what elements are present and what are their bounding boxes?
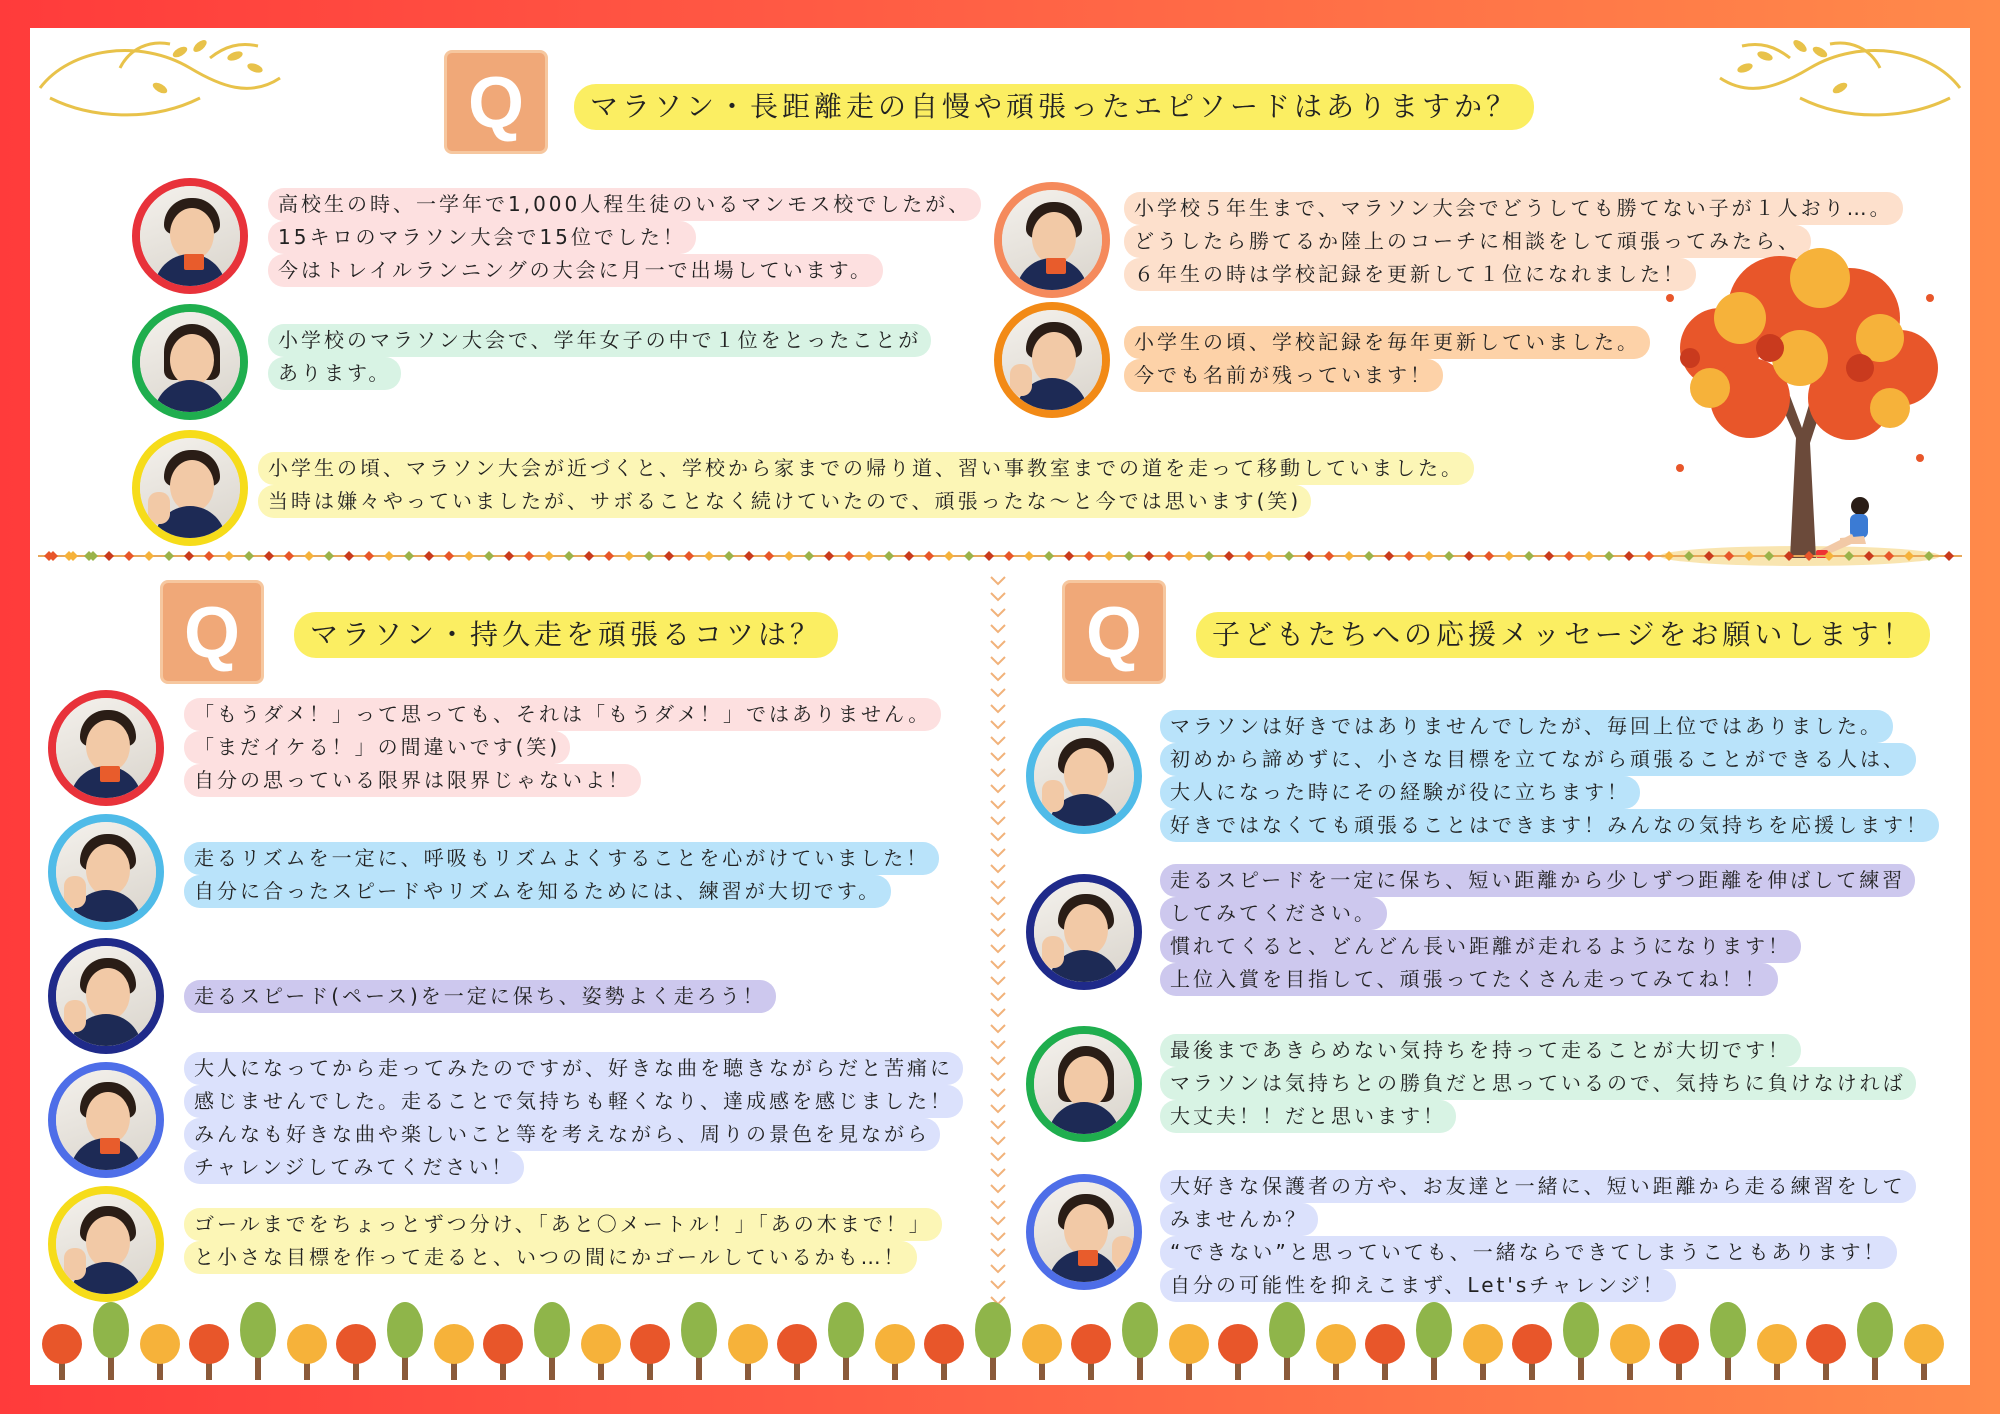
leaf-mark <box>1864 551 1874 561</box>
chevron-mark <box>991 1041 1005 1048</box>
chevron-mark <box>991 1217 1005 1224</box>
avatar-left-3 <box>48 938 164 1054</box>
leaf-mark <box>404 551 414 561</box>
chevron-mark <box>991 929 1005 936</box>
leaf-mark <box>1024 551 1034 561</box>
top-answer-4: 小学校５年生まで、マラソン大会でどうしても勝てない子が１人おり…。 どうしたら勝てるか陸上のコーチに相談をして頑張ってみたら、 ６年生の時は学校記録を更新して１位になれました！ <box>1124 192 1903 291</box>
leaf-mark <box>624 551 634 561</box>
chevron-mark <box>991 1137 1005 1144</box>
left-question-title: マラソン・持久走を頑張るコツは？ <box>294 612 838 658</box>
leaf-mark <box>1144 551 1154 561</box>
border-tree <box>1757 1324 1797 1380</box>
leaf-mark <box>324 551 334 561</box>
leaf-mark <box>1724 551 1734 561</box>
chevron-mark <box>991 753 1005 760</box>
border-tree <box>924 1324 964 1380</box>
flourish-left-ornament <box>30 28 290 138</box>
leaf-mark <box>564 551 574 561</box>
left-answer-5: ゴールまでをちょっとずつ分け、「あと〇メートル！」「あの木まで！」 と小さな目標を作って走ると、いつの間にかゴールしているかも…！ <box>184 1208 942 1274</box>
leaf-mark <box>604 551 614 561</box>
leaf-mark <box>1784 551 1794 561</box>
leaf-mark <box>1584 551 1594 561</box>
leaf-mark <box>184 551 194 561</box>
avatar-left-1 <box>48 690 164 806</box>
chevron-mark <box>991 657 1005 664</box>
leaf-mark <box>1384 551 1394 561</box>
leaf-mark <box>1284 551 1294 561</box>
chevron-mark <box>991 1169 1005 1176</box>
border-tree <box>140 1324 180 1380</box>
leaf-mark <box>1344 551 1354 561</box>
flourish-right-ornament <box>1710 28 1970 138</box>
svg-text:Q: Q <box>467 63 525 143</box>
chevron-mark <box>991 961 1005 968</box>
top-answer-5: 小学生の頃、学校記録を毎年更新していました。 今でも名前が残っています！ <box>1124 326 1650 392</box>
right-answer-3: 最後まであきらめない気持ちを持って走ることが大切です！ マラソンは気持ちとの勝負だと思っているので、気持ちに負けなければ 大丈夫！！だと思います！ <box>1160 1034 1916 1133</box>
left-answer-3: 走るスピード(ペース)を一定に保ち、姿勢よく走ろう！ <box>184 980 776 1013</box>
chevron-mark <box>991 609 1005 616</box>
leaf-mark <box>284 551 294 561</box>
leaf-mark <box>1844 551 1854 561</box>
border-tree <box>1512 1324 1552 1380</box>
leaf-mark <box>204 551 214 561</box>
chevron-mark <box>991 1265 1005 1272</box>
leaf-mark <box>1564 551 1574 561</box>
right-answer-1: マラソンは好きではありませんでしたが、毎回上位ではありました。 初めから諦めずに、小さな目標を立てながら頑張ることができる人は、 大人になった時にその経験が役に立ちます！ 好きではなくても頑張ることはできます！みんなの気持ちを応援します！ <box>1160 710 1939 842</box>
chevron-mark <box>991 881 1005 888</box>
chevron-mark <box>991 769 1005 776</box>
leaf-mark <box>1904 551 1914 561</box>
border-tree <box>1071 1324 1111 1380</box>
tree-border-bottom <box>30 1300 1970 1384</box>
leaf-mark <box>724 551 734 561</box>
chevron-mark <box>991 705 1005 712</box>
leaf-mark <box>364 551 374 561</box>
leaf-mark <box>1604 551 1614 561</box>
leaf-mark <box>144 551 154 561</box>
right-answer-4: 大好きな保護者の方や、お友達と一緒に、短い距離から走る練習をして みませんか？ “できない”と思っていても、一緒ならできてしまうこともあります！ 自分の可能性を抑えこまず、Let'sチャレンジ！ <box>1160 1170 1916 1302</box>
chevron-mark <box>991 1249 1005 1256</box>
leaf-mark <box>664 551 674 561</box>
avatar-staff-1 <box>132 178 248 294</box>
leaf-mark <box>1924 551 1934 561</box>
border-tree <box>1269 1302 1305 1380</box>
chevron-mark <box>991 801 1005 808</box>
top-answer-3: 小学生の頃、マラソン大会が近づくと、学校から家までの帰り道、習い事教室までの道を走って移動していました。 当時は嫌々やっていましたが、サボることなく続けていたので、頑張ったな〜と今では思います(笑) <box>258 452 1474 518</box>
border-tree <box>1659 1324 1699 1380</box>
right-question-title: 子どもたちへの応援メッセージをお願いします！ <box>1196 612 1930 658</box>
svg-text:Q: Q <box>1085 593 1143 673</box>
q-badge-right <box>1062 580 1166 684</box>
avatar-staff-2 <box>132 304 248 420</box>
leaf-mark <box>1364 551 1374 561</box>
chevron-divider-vertical <box>988 573 1008 1343</box>
border-tree <box>1710 1302 1746 1380</box>
leaf-mark <box>264 551 274 561</box>
leaf-mark <box>744 551 754 561</box>
chevron-mark <box>991 833 1005 840</box>
leaf-mark <box>384 551 394 561</box>
border-tree <box>681 1302 717 1380</box>
leaf-mark <box>244 551 254 561</box>
avatar-left-4 <box>48 1062 164 1178</box>
leaf-mark <box>1044 551 1054 561</box>
leaf-mark <box>1124 551 1134 561</box>
top-answer-2: 小学校のマラソン大会で、学年女子の中で１位をとったことが あります。 <box>268 324 931 390</box>
leaf-mark <box>944 551 954 561</box>
leaf-mark <box>1084 551 1094 561</box>
leaf-mark <box>784 551 794 561</box>
chevron-mark <box>991 689 1005 696</box>
border-tree <box>1563 1302 1599 1380</box>
leaf-mark <box>644 551 654 561</box>
border-tree <box>534 1302 570 1380</box>
leaf-mark <box>1664 551 1674 561</box>
border-tree <box>240 1302 276 1380</box>
chevron-mark <box>991 577 1005 584</box>
leaf-mark <box>964 551 974 561</box>
chevron-mark <box>991 1009 1005 1016</box>
leaf-mark <box>1264 551 1274 561</box>
chevron-mark <box>991 737 1005 744</box>
avatar-left-2 <box>48 814 164 930</box>
leaf-mark <box>1064 551 1074 561</box>
chevron-mark <box>991 945 1005 952</box>
avatar-left-5 <box>48 1186 164 1302</box>
leaf-mark <box>684 551 694 561</box>
chevron-mark <box>991 673 1005 680</box>
leaf-mark <box>1224 551 1234 561</box>
avatar-staff-5 <box>994 302 1110 418</box>
leaf-mark <box>1244 551 1254 561</box>
autumn-tree-illustration <box>1650 238 1950 568</box>
chevron-mark <box>991 849 1005 856</box>
leaf-mark <box>504 551 514 561</box>
leaf-mark <box>1644 551 1654 561</box>
svg-text:Q: Q <box>183 593 241 673</box>
chevron-mark <box>991 1105 1005 1112</box>
leaf-mark <box>1764 551 1774 561</box>
avatar-staff-3 <box>132 430 248 546</box>
leaf-mark <box>804 551 814 561</box>
chevron-mark <box>991 897 1005 904</box>
chevron-mark <box>991 1025 1005 1032</box>
chevron-mark <box>991 1121 1005 1128</box>
leaf-mark <box>1464 551 1474 561</box>
leaf-mark <box>1104 551 1114 561</box>
border-tree <box>387 1302 423 1380</box>
poster-paper <box>30 28 1970 1385</box>
chevron-mark <box>991 1089 1005 1096</box>
chevron-mark <box>991 625 1005 632</box>
border-tree <box>581 1324 621 1380</box>
top-answer-1: 高校生の時、一学年で1,000人程生徒のいるマンモス校でしたが、 15キロのマラソン大会で15位でした！ 今はトレイルランニングの大会に月一で出場しています。 <box>268 188 981 287</box>
chevron-mark <box>991 1073 1005 1080</box>
leaf-mark <box>304 551 314 561</box>
leaf-mark <box>1184 551 1194 561</box>
chevron-mark <box>991 977 1005 984</box>
leaf-mark <box>924 551 934 561</box>
leaf-mark <box>1944 551 1954 561</box>
leaf-mark <box>824 551 834 561</box>
border-tree <box>434 1324 474 1380</box>
leaf-mark <box>1404 551 1414 561</box>
border-tree <box>1416 1302 1452 1380</box>
border-tree <box>189 1324 229 1380</box>
avatar-right-3 <box>1026 1026 1142 1142</box>
border-tree <box>287 1324 327 1380</box>
chevron-mark <box>991 1281 1005 1288</box>
leaf-mark <box>464 551 474 561</box>
chevron-mark <box>991 721 1005 728</box>
border-tree <box>1610 1324 1650 1380</box>
border-tree <box>1218 1324 1258 1380</box>
right-answer-2: 走るスピードを一定に保ち、短い距離から少しずつ距離を伸ばして練習 してみてください。 慣れてくると、どんどん長い距離が走れるようになります！ 上位入賞を目指して、頑張ってたくさん走ってみてね！！ <box>1160 864 1915 996</box>
leaf-mark <box>1304 551 1314 561</box>
leaf-mark <box>1744 551 1754 561</box>
left-answer-1: 「もうダメ！」って思っても、それは「もうダメ！」ではありません。 「まだイケる！」の間違いです(笑) 自分の思っている限界は限界じゃないよ！ <box>184 698 941 797</box>
leaf-mark <box>1484 551 1494 561</box>
leaf-mark <box>1164 551 1174 561</box>
border-tree <box>1463 1324 1503 1380</box>
border-tree <box>630 1324 670 1380</box>
q-badge-left <box>160 580 264 684</box>
leaf-mark <box>904 551 914 561</box>
left-answer-2: 走るリズムを一定に、呼吸もリズムよくすることを心がけていました！ 自分に合ったスピードやリズムを知るためには、練習が大切です。 <box>184 842 939 908</box>
leaf-mark <box>544 551 554 561</box>
border-tree <box>1365 1324 1405 1380</box>
border-tree <box>1169 1324 1209 1380</box>
chevron-mark <box>991 785 1005 792</box>
border-tree <box>875 1324 915 1380</box>
top-question-title: マラソン・長距離走の自慢や頑張ったエピソードはありますか？ <box>574 84 1534 130</box>
border-tree <box>975 1302 1011 1380</box>
leaf-mark <box>584 551 594 561</box>
chevron-mark <box>991 817 1005 824</box>
leaf-mark <box>1424 551 1434 561</box>
chevron-mark <box>991 593 1005 600</box>
q-badge-top <box>444 50 548 154</box>
leaf-mark <box>224 551 234 561</box>
leaf-mark <box>524 551 534 561</box>
chevron-mark <box>991 1185 1005 1192</box>
leaf-mark <box>424 551 434 561</box>
border-tree <box>1857 1302 1893 1380</box>
leaf-mark <box>1704 551 1714 561</box>
avatar-right-2 <box>1026 874 1142 990</box>
leaf-mark <box>1684 551 1694 561</box>
leaf-mark <box>704 551 714 561</box>
leaf-mark <box>484 551 494 561</box>
leaf-mark <box>444 551 454 561</box>
chevron-mark <box>991 913 1005 920</box>
chevron-mark <box>991 1201 1005 1208</box>
leaf-mark <box>844 551 854 561</box>
leaf-mark <box>1504 551 1514 561</box>
border-tree <box>1806 1324 1846 1380</box>
chevron-mark <box>991 1057 1005 1064</box>
border-tree <box>1022 1324 1062 1380</box>
chevron-mark <box>991 1153 1005 1160</box>
leaf-mark <box>864 551 874 561</box>
border-tree <box>1904 1324 1944 1380</box>
border-tree <box>42 1324 82 1380</box>
border-tree <box>828 1302 864 1380</box>
leaf-mark <box>1624 551 1634 561</box>
chevron-mark <box>991 1233 1005 1240</box>
leaf-mark <box>1804 551 1814 561</box>
border-tree <box>93 1302 129 1380</box>
avatar-right-1 <box>1026 718 1142 834</box>
chevron-mark <box>991 993 1005 1000</box>
leaf-mark <box>1524 551 1534 561</box>
left-answer-4: 大人になってから走ってみたのですが、好きな曲を聴きながらだと苦痛に 感じませんでした。走ることで気持ちも軽くなり、達成感を感じました！ みんなも好きな曲や楽しいこと等を考えながら、周りの景色を見ながら チャレンジしてみてください！ <box>184 1052 963 1184</box>
avatar-staff-4 <box>994 182 1110 298</box>
leaf-mark <box>164 551 174 561</box>
border-tree <box>728 1324 768 1380</box>
leaf-mark <box>1324 551 1334 561</box>
leaf-mark <box>1444 551 1454 561</box>
border-tree <box>483 1324 523 1380</box>
leaf-mark <box>344 551 354 561</box>
chevron-mark <box>991 865 1005 872</box>
leaf-mark <box>124 551 134 561</box>
leaf-mark <box>764 551 774 561</box>
leaf-mark <box>1824 551 1834 561</box>
border-tree <box>1316 1324 1356 1380</box>
leaf-mark <box>984 551 994 561</box>
leaf-mark <box>1544 551 1554 561</box>
leaf-mark <box>1204 551 1214 561</box>
leaf-mark <box>104 551 114 561</box>
leaf-mark <box>1884 551 1894 561</box>
border-tree <box>777 1324 817 1380</box>
leaf-divider-horizontal <box>38 549 1962 563</box>
border-tree <box>1122 1302 1158 1380</box>
border-tree <box>336 1324 376 1380</box>
leaf-mark <box>884 551 894 561</box>
chevron-mark <box>991 641 1005 648</box>
leaf-mark <box>1004 551 1014 561</box>
avatar-right-4 <box>1026 1174 1142 1290</box>
